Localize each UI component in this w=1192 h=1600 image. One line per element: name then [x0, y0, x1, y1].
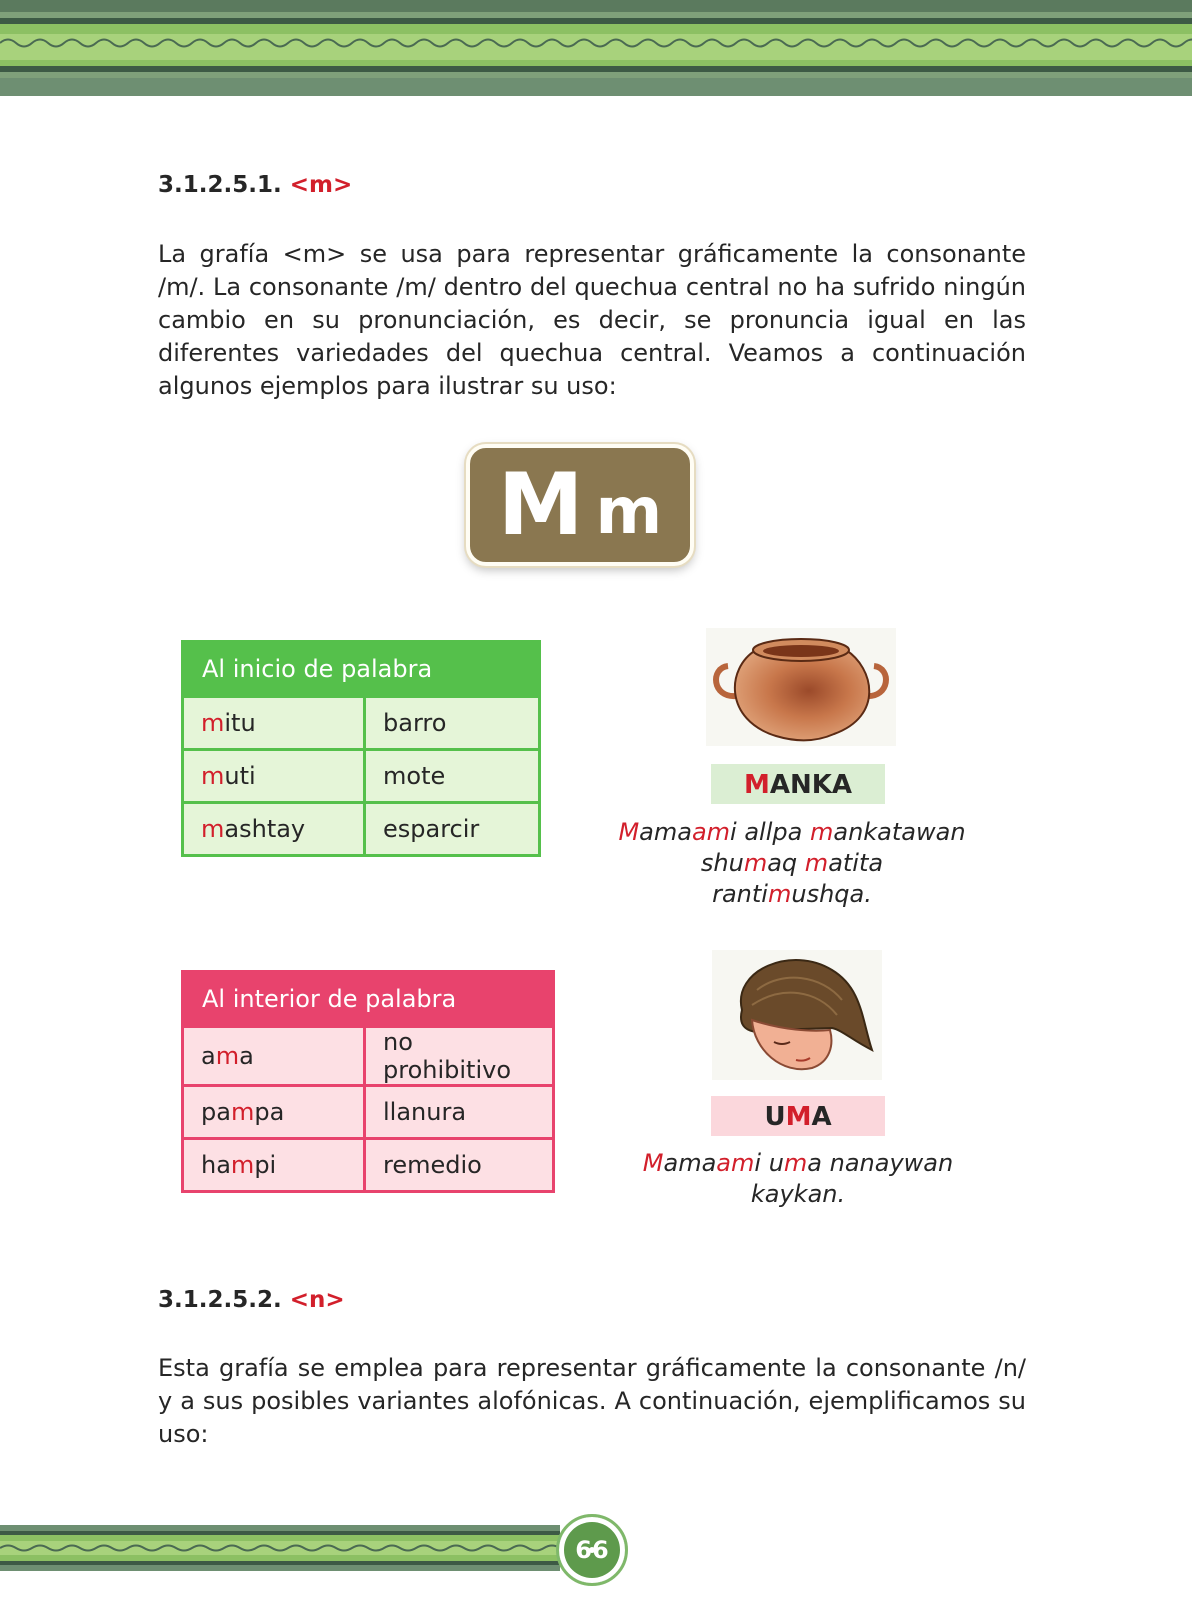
quechua-word: ama — [183, 1027, 365, 1086]
quechua-word: muti — [183, 750, 365, 803]
letter-lowercase: m — [595, 475, 663, 549]
word-label-uma: UMA — [711, 1096, 885, 1136]
table-row — [183, 750, 540, 803]
clay-pot-illustration — [706, 628, 896, 746]
quechua-word: mashtay — [183, 803, 365, 856]
page-number-badge — [556, 1514, 628, 1586]
spanish-meaning: no prohibitivo — [365, 1027, 554, 1086]
quechua-word: mitu — [183, 697, 365, 750]
spanish-meaning: esparcir — [365, 803, 540, 856]
section-heading-m — [158, 172, 352, 198]
spanish-meaning: barro — [365, 697, 540, 750]
section-tag: <m> — [289, 172, 353, 198]
word-label-manka: MANKA — [711, 764, 885, 804]
table-row — [183, 697, 540, 750]
section-tag: <n> — [289, 1287, 345, 1313]
sentence-line: kaykan. — [750, 1180, 846, 1208]
spanish-meaning: mote — [365, 750, 540, 803]
letter-uppercase: M — [497, 455, 584, 555]
head-illustration — [712, 950, 882, 1080]
sentence-line: Mamaami uma nanaywan — [642, 1149, 954, 1177]
quechua-word: pampa — [183, 1086, 365, 1139]
table-header: Al inicio de palabra — [183, 642, 540, 697]
section-number: 3.1.2.5.2. — [158, 1287, 282, 1313]
table-row — [183, 1139, 554, 1192]
table-initial-position — [181, 640, 541, 857]
paragraph-n: Esta grafía se emplea para representar gráficamente la consonante /n/ y a sus posibles variantes alofónicas. A continuación, ejemplificamos su uso: — [158, 1354, 1026, 1448]
section-number: 3.1.2.5.1. — [158, 172, 282, 198]
top-decorative-band — [0, 0, 1192, 96]
example-sentence-manka — [618, 817, 966, 910]
table-row — [183, 1027, 554, 1086]
spanish-meaning: remedio — [365, 1139, 554, 1192]
table-header: Al interior de palabra — [183, 972, 554, 1027]
table-row — [183, 803, 540, 856]
quechua-word: hampi — [183, 1139, 365, 1192]
sentence-line: shumaq matita rantimushqa. — [700, 849, 884, 908]
table-interior-position — [181, 970, 555, 1193]
bottom-decorative-band — [0, 1525, 560, 1571]
example-sentence-uma — [628, 1148, 968, 1210]
table-row — [183, 1086, 554, 1139]
section-heading-n — [158, 1287, 345, 1313]
letter-card-m — [466, 444, 694, 566]
page-number: 66 — [575, 1536, 609, 1564]
sentence-line: Mamaami allpa mankatawan — [618, 818, 966, 846]
spanish-meaning: llanura — [365, 1086, 554, 1139]
paragraph-m: La grafía <m> se usa para representar gráficamente la consonante /m/. La consonante /m/ dentro del quechua central no ha sufrido ningún cambio en su pronunciación, es decir, se pronuncia igual en las diferentes variedades del quechua central. Veamos a continuación algunos ejemplos para ilustrar su uso: — [158, 240, 1026, 400]
